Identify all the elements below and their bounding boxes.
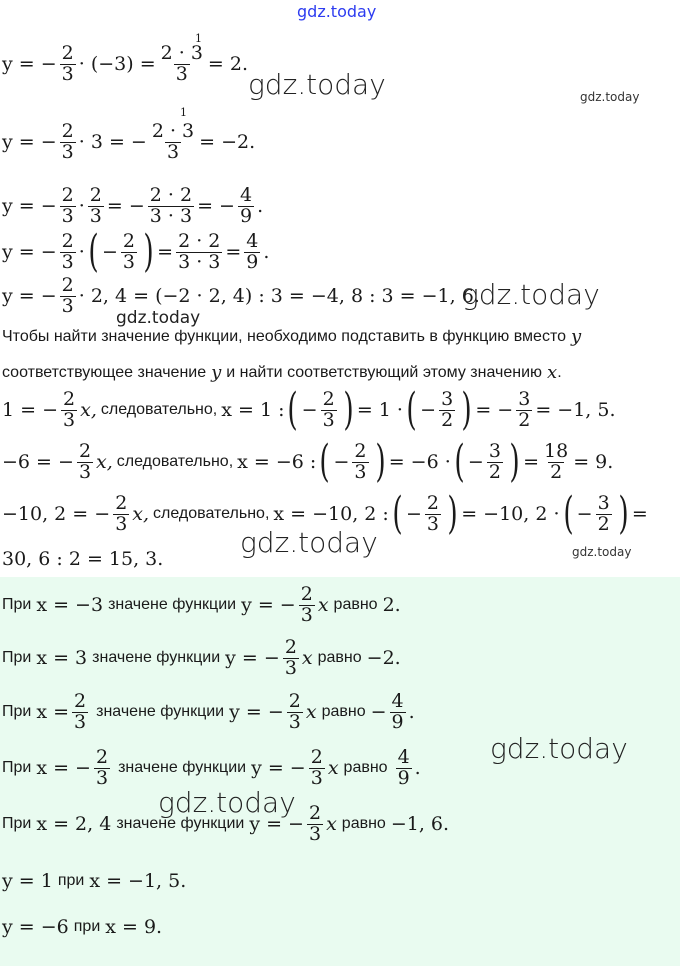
watermark: gdz.today [116, 308, 201, 328]
calc-line-3: y = − $\frac{2}{3}$ · $\frac{2}{3}$ = − $\frac{2 \cdot 2}{3 \cdot 3}$ = − $\frac{4}{9}$ . [2, 184, 264, 227]
cancel-mark: 1 [195, 32, 202, 45]
explanation-line-1: Чтобы найти значение функции, необходимо подставить в функцию вместо y [2, 326, 582, 347]
cancelled-fraction: $\frac{2 \cdot 3}{3}$ [160, 42, 203, 85]
answer-row-4: При x = − $\frac{2}{3}$ значене функции y = − $\frac{2}{3}$ x равно $\frac{4}{9}$ . [2, 746, 421, 789]
solve-line-2: −6 = − $\frac{2}{3}$ x, следовательно, x = −6 : ( − $\frac{2}{3}$ ) = −6 · ( − $\frac{3}{2}$ ) = $\frac{18}{2}$ = 9. [2, 436, 614, 487]
solve-line-3b: 30, 6 : 2 = 15, 3. [2, 548, 164, 570]
cancel-mark: 1 [180, 106, 187, 119]
answer-row-3: При x = $\frac{2}{3}$ значене функции y = − $\frac{2}{3}$ x равно − $\frac{4}{9}$ . [2, 690, 415, 733]
watermark: gdz.today [158, 786, 296, 819]
calc-line-5: y = − $\frac{2}{3}$ · 2, 4 = (−2 · 2, 4) : 3 = −4, 8 : 3 = −1, 6. [2, 274, 480, 317]
answer-row-1: При x = −3 значене функции y = − $\frac{2}{3}$ x равно 2. [2, 583, 401, 626]
calc-line-4: y = − $\frac{2}{3}$ · ( − $\frac{2}{3}$ ) = $\frac{2 \cdot 2}{3 \cdot 3}$ = $\frac{4}{9}$ . [2, 226, 270, 277]
solve-line-3: −10, 2 = − $\frac{2}{3}$ x, следовательно, x = −10, 2 : ( − $\frac{2}{3}$ ) = −10, 2 · ( − $\frac{3}{2}$ ) = [2, 488, 648, 539]
answer-row-6: y = 1 при x = −1, 5. [2, 870, 187, 892]
watermark: gdz.today [580, 90, 640, 104]
calc-line-2: y = − $\frac{2}{3}$ · 3 = − $\frac{2 \cdot 3}{3}$ = −2. [2, 120, 256, 163]
watermark: gdz.today [248, 68, 386, 101]
watermark: gdz.today [572, 545, 632, 559]
answer-row-5: При x = 2, 4 значене функции y = − $\frac{2}{3}$ x равно −1, 6. [2, 802, 450, 845]
watermark: gdz.today [462, 278, 600, 311]
answer-row-7: y = −6 при x = 9. [2, 916, 163, 938]
explanation-line-2: соответствующее значение y и найти соответствующий этому значению x . [2, 362, 562, 383]
calc-line-1: y = − $\frac{2}{3}$ · (−3) = $\frac{2 \cdot 3}{3}$ = 2. [2, 42, 249, 85]
watermark-top: gdz.today [297, 2, 377, 21]
watermark: gdz.today [490, 732, 628, 765]
solve-line-1: 1 = − $\frac{2}{3}$ x, следовательно, x = 1 : ( − $\frac{2}{3}$ ) = 1 · ( − $\frac{3}{2}$ ) = − $\frac{3}{2}$ = −1, 5. [2, 384, 616, 435]
cancelled-fraction: $\frac{2 \cdot 3}{3}$ [151, 120, 195, 163]
answer-row-2: При x = 3 значене функции y = − $\frac{2}{3}$ x равно −2. [2, 636, 401, 679]
watermark: gdz.today [240, 526, 378, 559]
